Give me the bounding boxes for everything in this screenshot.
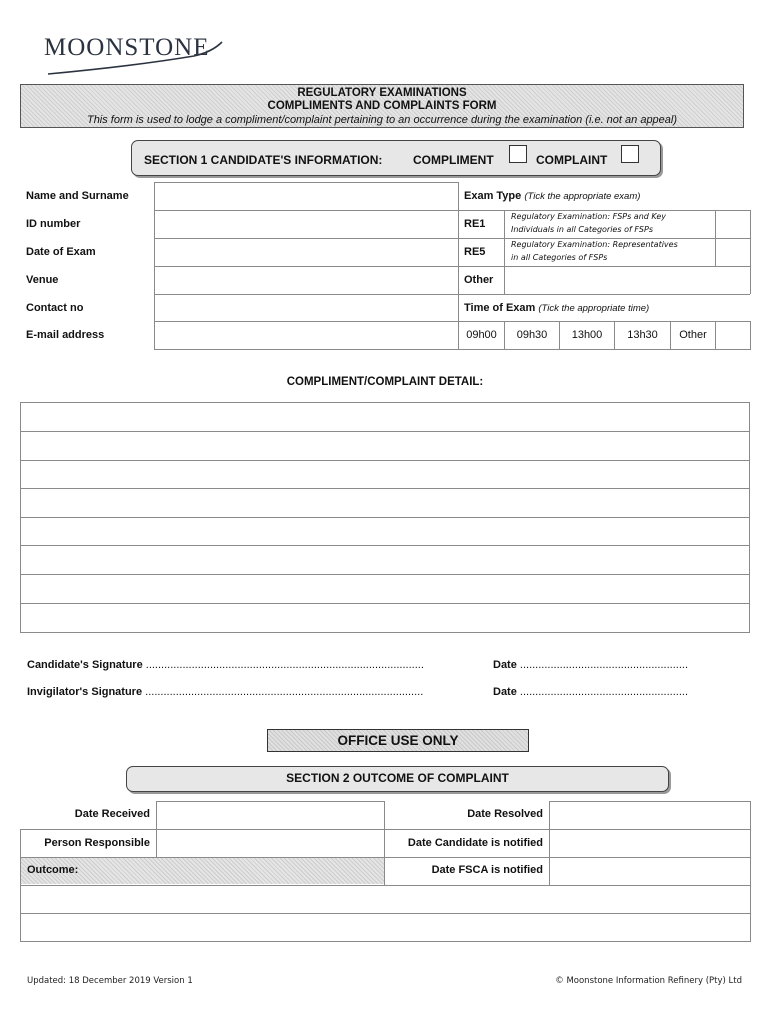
footer-version: Updated: 18 December 2019 Version 1 [27,976,193,986]
outcome-field[interactable] [21,886,750,941]
date-candidate-notified-field[interactable] [550,830,750,857]
date-fsca-notified-label: Date FSCA is notified [431,864,543,876]
section1-header [131,140,661,176]
header-subtitle: This form is used to lodge a compliment/complaint pertaining to an occurrence during the examination (i.e. not an appeal) [86,114,678,126]
candidate-signature-line[interactable]: Candidate's Signature ........................................................................................... [27,659,424,671]
moonstone-logo [44,30,234,80]
contact-label: Contact no [26,302,84,314]
name-label: Name and Surname [26,190,129,202]
re5-tick-cell[interactable] [716,239,750,265]
form-header [20,84,744,128]
exam-date-label: Date of Exam [26,246,96,258]
time-label: Time of Exam (Tick the appropriate time) [464,302,650,314]
contact-field[interactable] [155,295,457,320]
re1-label: RE1 [464,218,486,230]
time-1330[interactable]: 13h30 [627,329,658,341]
invigilator-date-line[interactable]: Date ....................................................... [493,686,688,698]
invigilator-signature-line[interactable]: Invigilator's Signature ........................................................................................... [27,686,424,698]
date-resolved-field[interactable] [550,802,750,829]
candidate-date-line[interactable]: Date ....................................................... [493,659,688,671]
date-fsca-notified-field[interactable] [550,858,750,885]
other-exam-label: Other [464,274,494,286]
office-use-banner: OFFICE USE ONLY [267,729,529,752]
footer-copyright: © Moonstone Information Refinery (Pty) Ltd [555,976,742,986]
compliment-checkbox[interactable] [509,145,527,163]
exam-type-label: Exam Type (Tick the appropriate exam) [464,190,641,202]
other-exam-field[interactable] [505,267,750,293]
header-title-2: COMPLIMENTS AND COMPLAINTS FORM [267,100,497,112]
date-resolved-label: Date Resolved [467,808,543,820]
header-title-1: REGULATORY EXAMINATIONS [297,87,467,99]
id-field[interactable] [155,211,457,237]
time-other[interactable]: Other [679,329,707,341]
time-tick-cell[interactable] [716,322,750,349]
logo-swoosh-icon [44,30,234,80]
re1-description: Regulatory Examination: FSPs and Key Individuals in all Categories of FSPs [511,212,667,234]
venue-label: Venue [26,274,59,286]
name-field[interactable] [155,183,457,209]
re5-label: RE5 [464,246,486,258]
venue-field[interactable] [155,267,457,293]
section2-header: SECTION 2 OUTCOME OF COMPLAINT [126,766,669,792]
person-responsible-field[interactable] [157,830,384,857]
logo-text: MOONSTONE [44,34,210,61]
complaint-checkbox[interactable] [621,145,639,163]
date-candidate-notified-label: Date Candidate is notified [407,837,543,849]
person-responsible-label: Person Responsible [44,837,150,849]
complaint-label: COMPLAINT [536,153,608,167]
re1-tick-cell[interactable] [716,211,750,237]
date-received-label: Date Received [74,808,150,820]
re5-description: Regulatory Examination: Representatives in all Categories of FSPs [511,240,678,262]
compliment-label: COMPLIMENT [413,153,494,167]
email-field[interactable] [155,322,457,348]
outcome-label: Outcome: [27,864,79,876]
id-label: ID number [26,218,81,230]
detail-title: COMPLIMENT/COMPLAINT DETAIL: [286,376,484,388]
exam-date-field[interactable] [155,239,457,265]
detail-box[interactable] [20,402,750,633]
time-1300[interactable]: 13h00 [571,329,603,341]
date-received-field[interactable] [157,802,384,829]
section1-title: SECTION 1 CANDIDATE'S INFORMATION: [144,153,383,167]
time-0900[interactable]: 09h00 [466,329,497,341]
email-label: E-mail address [26,329,105,341]
time-0930[interactable]: 09h30 [516,329,548,341]
